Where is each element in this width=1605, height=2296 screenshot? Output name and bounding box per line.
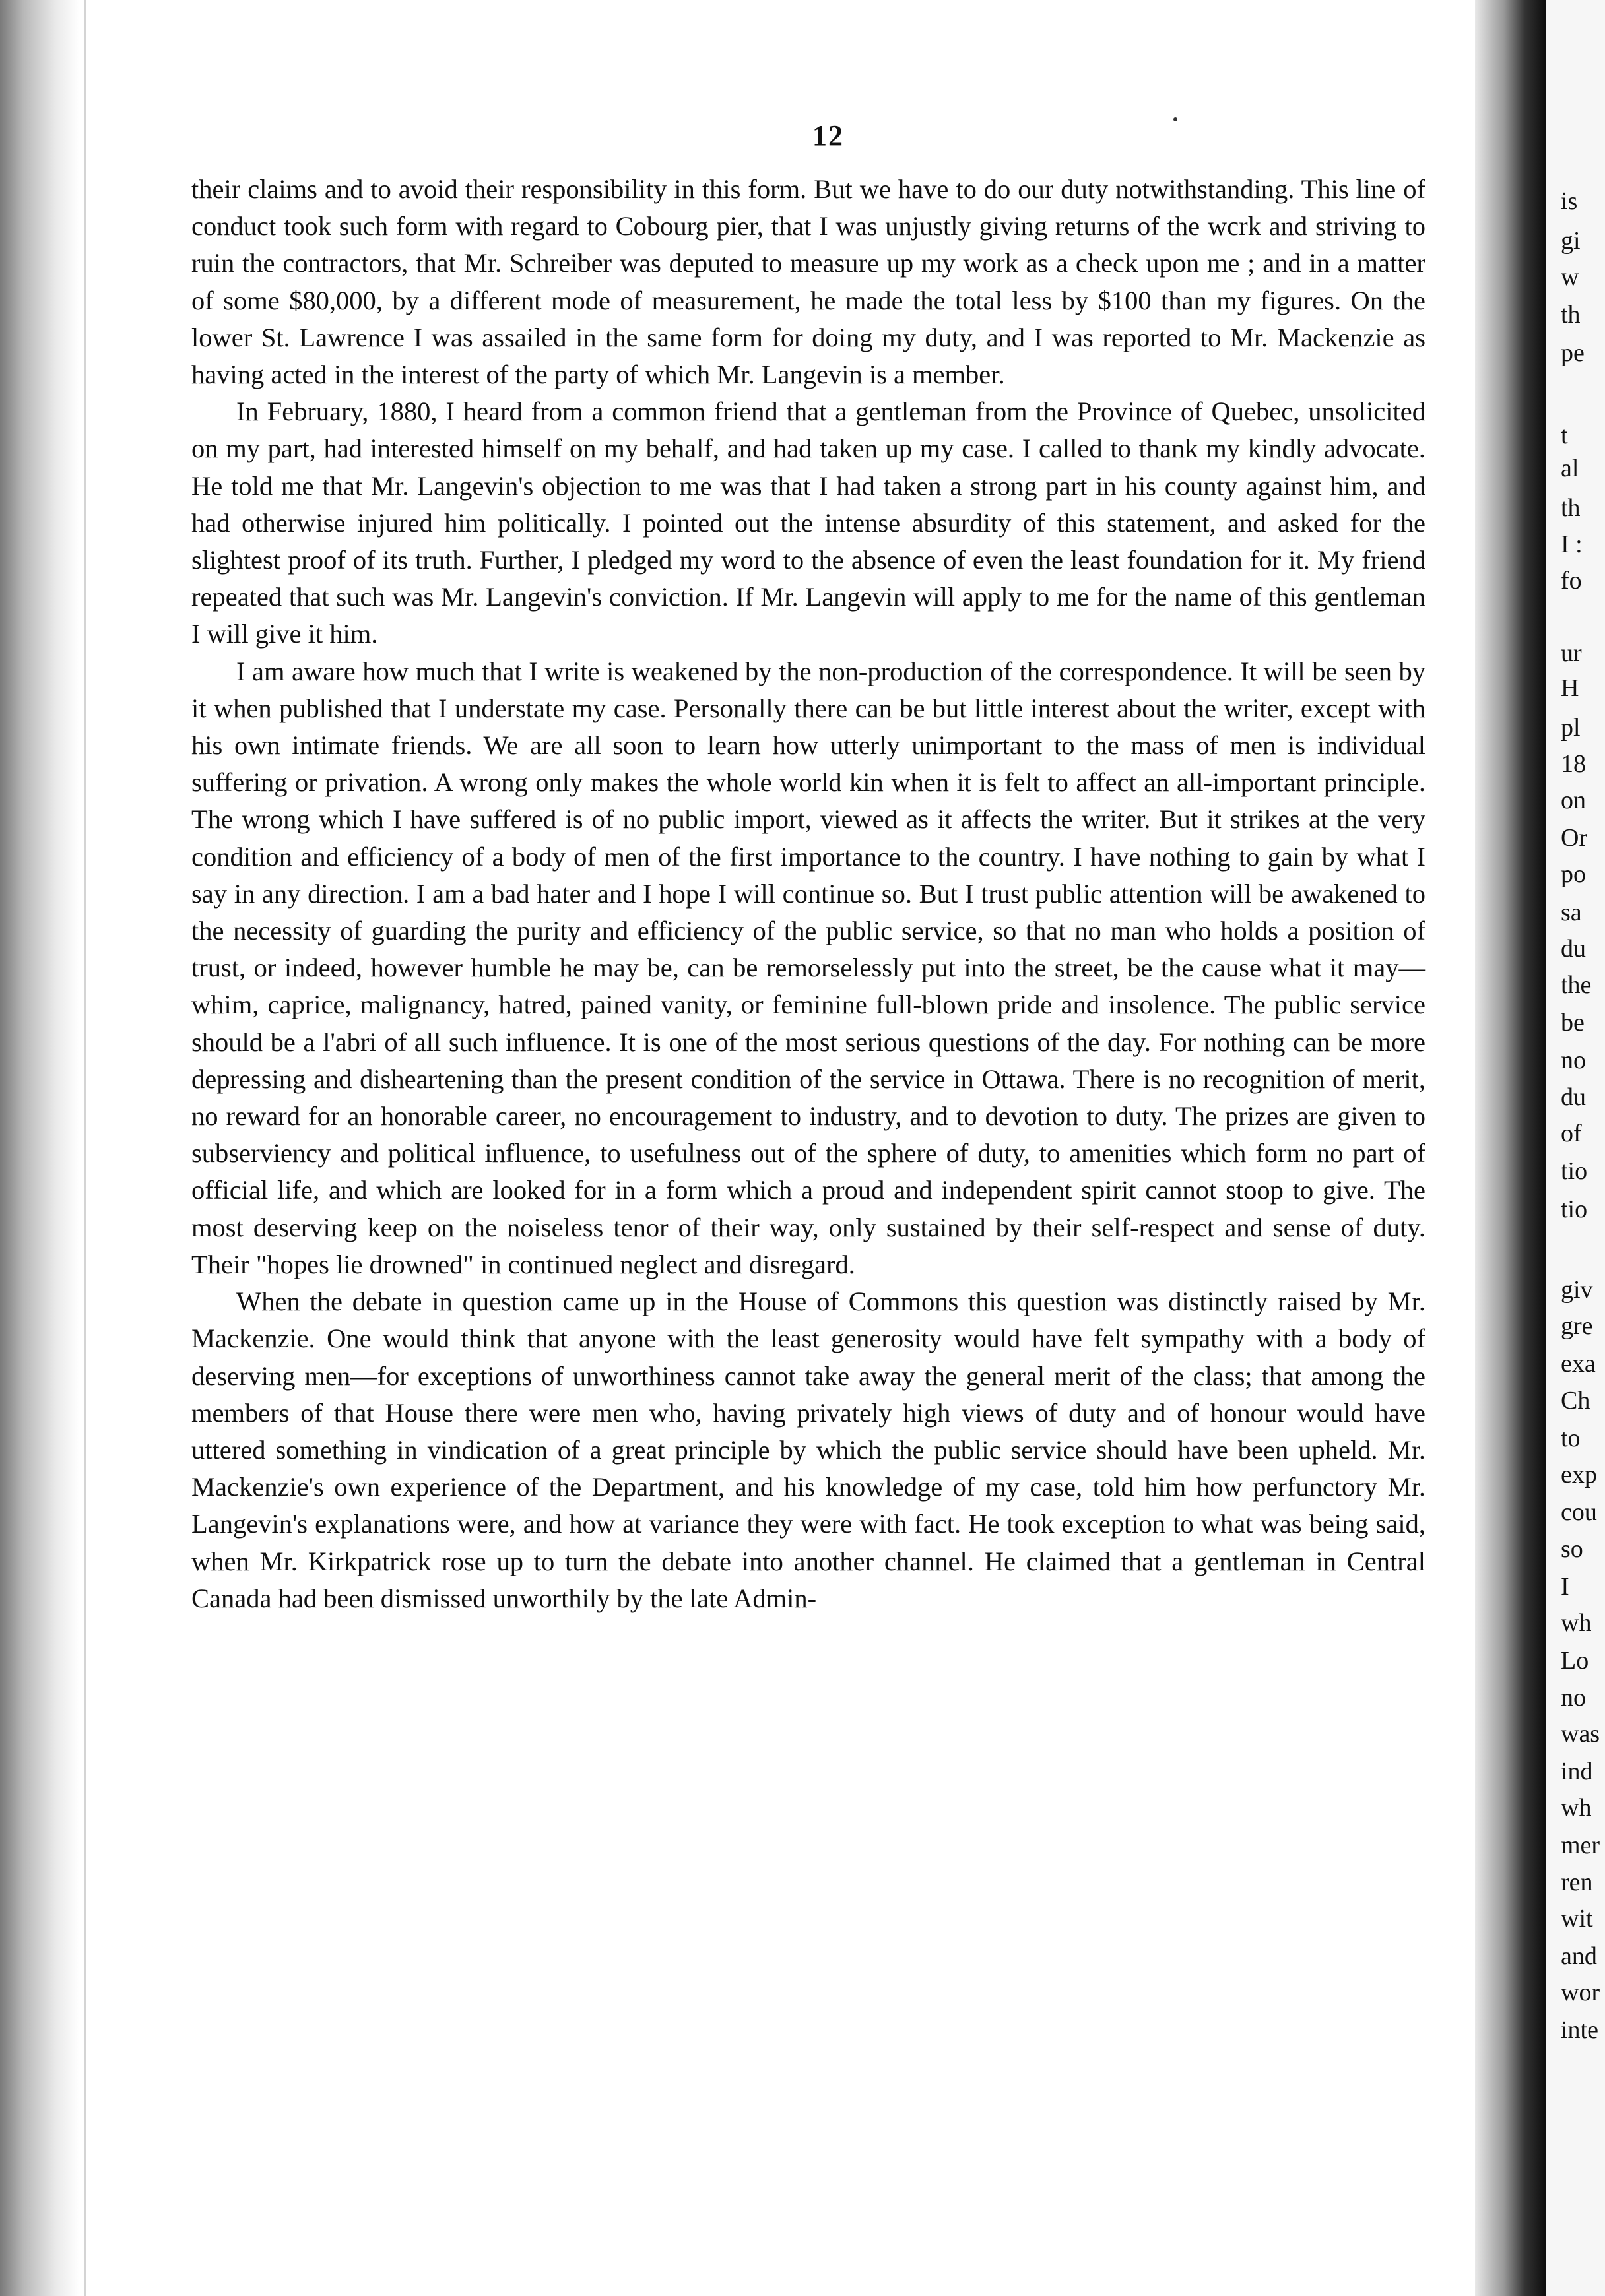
next-page-fragment: of — [1561, 1120, 1582, 1147]
next-page-fragment: du — [1561, 935, 1586, 963]
next-page-fragment: H — [1561, 674, 1579, 702]
next-page-fragment: wh — [1561, 1609, 1592, 1637]
next-page-fragment: wh — [1561, 1794, 1592, 1822]
next-page-fragment: ren — [1561, 1868, 1593, 1896]
next-page-fragment: Lo — [1561, 1647, 1589, 1674]
next-page-fragment: on — [1561, 786, 1586, 814]
paragraph-4: When the debate in question came up in the House of Commons this question was distinctly raised by Mr. Mackenzie. One would think that anyone with the least generosity would have felt sympathy with a body of deserving men—for exceptions of unworthiness cannot take away the general merit of the class; that among the members of that House there were men who, having privately high views of duty and of honour would have uttered something in vindication of a great principle by which the public service should have been upheld. Mr. Mackenzie's own experience of the Department, and his knowledge of my case, told him how perfunctory Mr. Langevin's explanations were, and how at variance they were with fact. He took exception to what was being said, when Mr. Kirkpatrick rose up to turn the debate into another channel. He claimed that a gentleman in Central Canada had been dismissed unworthily by the late Admin- — [191, 1287, 1425, 1613]
next-page-fragment: was — [1561, 1720, 1600, 1748]
page-number: 12 — [812, 119, 844, 152]
next-page-fragment: I : — [1561, 530, 1583, 558]
next-page-fragment: to — [1561, 1424, 1581, 1452]
next-page-fragment: no — [1561, 1684, 1586, 1711]
next-page-fragment: tio — [1561, 1157, 1588, 1185]
next-page-fragment: gre — [1561, 1312, 1593, 1340]
next-page-fragment: wor — [1561, 1979, 1600, 2006]
next-page-fragment: fo — [1561, 567, 1582, 594]
next-page-fragment: is — [1561, 187, 1578, 215]
next-page-fragment: and — [1561, 1942, 1597, 1970]
next-page-fragment: no — [1561, 1046, 1586, 1074]
book-gutter — [1475, 0, 1546, 2296]
next-page-fragment: giv — [1561, 1276, 1593, 1304]
next-page-fragment: al — [1561, 455, 1579, 482]
next-page-fragment: pe — [1561, 339, 1585, 367]
page-body — [191, 119, 1425, 1617]
paragraph-3: I am aware how much that I write is weakened by the non-production of the correspondence. It will be seen by it when published that I understate my case. Personally there can be but little interest about the writer, except with his own intimate friends. We are all soon to learn how utterly unimportant to the mass of men is individual suffering or privation. A wrong only makes the whole world kin when it is felt to affect an all-important principle. The wrong which I have suffered is of no public import, viewed as it affects the writer. But it strikes at the very condition and efficiency of a body of men of the first importance to the country. I have nothing to gain by what I say in any direction. I am a bad hater and I hope I will continue so. But I trust public attention will be awakened to the necessity of guarding the purity and efficiency of the public service, so that no man who holds a position of trust, or indeed, however humble he may be, can be remorselessly put into the street, be the cause what it may—whim, caprice, malignancy, hatred, pained vanity, or feminine full-blown pride and insolence. The public service should be a l'abri of all such influence. It is one of the most serious questions of the day. For nothing can be more depressing and disheartening than the present condition of the service in Ottawa. There is no recognition of merit, no reward for an honorable career, no encouragement to industry, and to devotion to duty. The prizes are given to subserviency and political influence, to usefulness out of the sphere of duty, to amenities which form no part of official life, and which are looked for in a form which a proud and independent spirit cannot stoop to give. The most deserving keep on the noiseless tenor of their way, only sustained by their self-respect and sense of duty. Their "hopes lie drowned" in continued neglect and disregard. — [191, 656, 1425, 1279]
next-page-fragment: I — [1561, 1573, 1569, 1601]
next-page-fragment: Ch — [1561, 1387, 1590, 1415]
paragraph-1: their claims and to avoid their responsibility in this form. But we have to do our duty notwithstanding. This line of conduct took such form with regard to Cobourg pier, that I was unjustly giving returns of the wcrk and striving to ruin the contractors, that Mr. Schreiber was deputed to measure up my work as a check upon me ; and in a matter of some $80,000, by a different mode of measurement, he made the total less by $100 than my figures. On the lower St. Lawrence I was assailed in the same form for doing my duty, and I was reported to Mr. Mackenzie as having acted in the interest of the party of which Mr. Langevin is a member. — [191, 174, 1425, 390]
next-page-fragment: inte — [1561, 2016, 1598, 2044]
next-page-fragment: du — [1561, 1083, 1586, 1111]
page-border-line — [84, 0, 86, 2296]
next-page-fragment: t — [1561, 422, 1568, 449]
next-page-fragment: mer — [1561, 1832, 1600, 1859]
paragraph-2: In February, 1880, I heard from a common friend that a gentleman from the Province of Quebec, unsolicited on my part, had interested himself on my behalf, and had taken up my case. I called to thank my kindly advocate. He told me that Mr. Langevin's objection to me was that I had taken a strong part in his county against him, and had otherwise injured him politically. I pointed out the intense absurdity of this statement, and asked for the slightest proof of its truth. Further, I pledged my word to the absence of even the least foundation for it. My friend repeated that such was Mr. Langevin's conviction. If Mr. Langevin will apply to me for the name of this gentleman I will give it him. — [191, 397, 1425, 649]
scan-left-shadow — [0, 0, 79, 2296]
next-page-fragment: exa — [1561, 1350, 1596, 1378]
next-page-fragment: ind — [1561, 1758, 1593, 1785]
next-page-fragment: the — [1561, 971, 1592, 999]
next-page-fragment: be — [1561, 1009, 1585, 1036]
next-page-fragment: gi — [1561, 227, 1581, 255]
next-page-edge — [1546, 0, 1605, 2296]
next-page-fragment: cou — [1561, 1498, 1597, 1526]
next-page-fragment: th — [1561, 494, 1581, 522]
next-page-fragment: tio — [1561, 1196, 1588, 1223]
next-page-fragment: Or — [1561, 824, 1588, 852]
next-page-fragment: po — [1561, 860, 1586, 888]
next-page-fragment: w — [1561, 263, 1579, 291]
next-page-fragment: exp — [1561, 1461, 1597, 1488]
next-page-fragment: ur — [1561, 639, 1582, 667]
next-page-fragment: wit — [1561, 1905, 1593, 1932]
next-page-fragment: 18 — [1561, 750, 1586, 778]
next-page-fragment: pl — [1561, 714, 1581, 742]
next-page-fragment: so — [1561, 1535, 1583, 1563]
next-page-fragment: th — [1561, 301, 1581, 329]
next-page-fragment: sa — [1561, 899, 1582, 926]
